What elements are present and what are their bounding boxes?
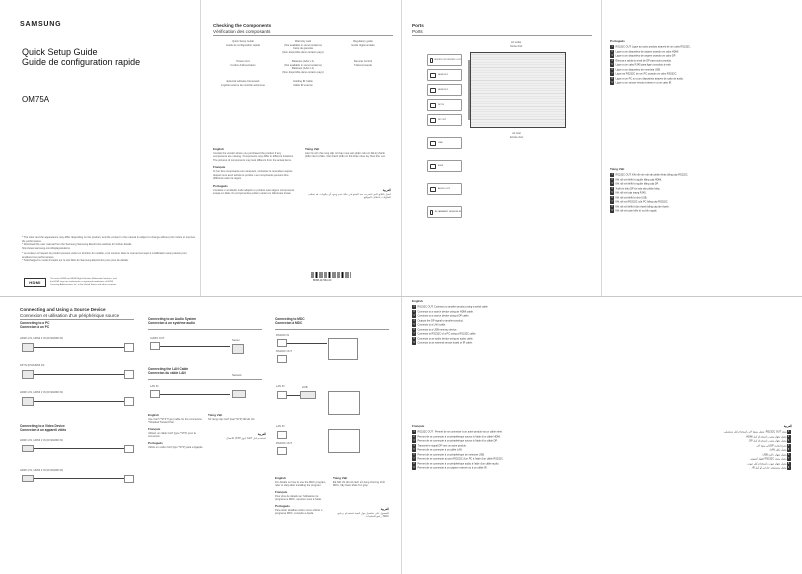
- component-item: Regulatory guide Guide réglementaire: [351, 40, 375, 47]
- port-audio-out: AUDIO OUT: [427, 183, 462, 195]
- component-item: External software framework Logiciel externe de contrôle autonome: [221, 80, 265, 87]
- lang-text: Utilize um cabo Cat7 (tipo *STP) para a ligação.: [148, 445, 204, 449]
- port-desc: 9 Connects to an external sensor board or IR cable.: [413, 341, 473, 345]
- model-name: OM75A: [22, 95, 50, 104]
- connect-panel: [0, 297, 401, 574]
- port-hdmi-in-1: HDMI IN 1: [427, 69, 462, 81]
- network-icon: [232, 390, 246, 398]
- port-desc: 8 Connects to an audio device using an audio cable.: [413, 336, 474, 341]
- port-desc: 4 Transmet le signal DP vers un autre produit.: [413, 443, 467, 448]
- lang-text: Utilisez un câble Cat7 (type *STP) pour la connexion.: [148, 431, 196, 439]
- port-desc: 4يخرج إشارة DP إلى منتج آخر.: [755, 443, 790, 448]
- monitor-port-icon: [124, 445, 134, 453]
- port-usb: USB: [427, 137, 462, 149]
- port-desc: 1 RS232C OUT: Ligue ao outro produto através de um cabo RS232C.: [611, 45, 691, 49]
- lang-label: Tiếng Việt: [333, 476, 348, 480]
- port-desc: 3 Permet de se connecter à un périphérique source à l'aide d'un câble DP.: [413, 439, 498, 443]
- port-hdmi-in-2: HDMI IN 2: [427, 84, 462, 96]
- serial-port-icon: [430, 58, 433, 63]
- dvi-cable: [34, 401, 124, 402]
- mdc-port-label: LAN IN: [276, 385, 285, 388]
- monitor-port-icon: [124, 370, 134, 379]
- port-desc: 8 Kết nối với thiết bị âm thanh bằng cáp âm thanh.: [611, 204, 670, 209]
- ports-title-en: Ports: [412, 23, 424, 28]
- port-desc: 6 Connects to a USB memory device.: [413, 327, 458, 332]
- port-desc: 5 Ligue a um cabo RJ45 para ligar o produto à rede.: [611, 63, 672, 67]
- connect-title-fr: Connexion et utilisation d'un périphérique source: [20, 313, 120, 318]
- monitor-port-icon: [124, 343, 134, 352]
- lan-port-icon: [430, 164, 436, 169]
- pc-icon: [22, 343, 34, 352]
- lang-label: Tiếng Việt: [208, 413, 223, 417]
- lang-text: For details on how to use the MDC program, refer to Help after installing the program.: [275, 480, 327, 488]
- ir-port-icon: [430, 210, 433, 215]
- section-rule: [275, 329, 389, 330]
- lang-label: Français: [412, 424, 425, 428]
- lan-title: Connecting the LAN Cable Connexion du câble LAN: [148, 367, 189, 375]
- lang-text: Use Cat7 (*STP Type) cable for the connection. *Shielded Twisted Pair: [148, 417, 203, 425]
- lang-text: Pour plus de détails sur l'utilisation du programme MDC, reportez-vous à l'aide.: [275, 494, 322, 502]
- pc-title: Connecting to a PC Connexion à un PC: [20, 321, 50, 329]
- lang-label: Français: [275, 489, 288, 494]
- serial-port-icon: [277, 447, 287, 455]
- port-desc: 5يتصل بكبل LAN.: [769, 448, 790, 452]
- components-notes-left: [213, 148, 295, 196]
- lang-text: Contacte o vendedor onde adquiriu o produto caso algum componente esteja em falta. Os componentes podem variar em diferentes locais.: [213, 188, 295, 196]
- port-dp-out: DP OUT: [427, 114, 462, 126]
- port-desc: 3 Kết nối với thiết bị nguồn bằng cáp DP.: [611, 182, 659, 186]
- hdmi-trademark-text: The terms HDMI and HDMI High-Definition Multimedia Interface, and the HDMI Logo are trademarks or registered trademarks of HDMI Licensing Administrator, Inc. in the United States and other countries.: [50, 278, 117, 286]
- port-ir-sensor: IR / AMBIENT SENSOR IN: [427, 206, 462, 218]
- air-inlet-label: Air inlet Entrée d'air: [510, 132, 524, 139]
- port-desc: 2 Kết nối với thiết bị nguồn bằng cáp HDMI.: [611, 177, 662, 182]
- port-strip: [468, 60, 470, 120]
- video-device-icon: [22, 475, 34, 482]
- port-desc: 9 Permet de se connecter à un capteur externe ou à un câble IR.: [413, 466, 488, 470]
- hdmi-port-icon: [430, 73, 436, 78]
- port-desc: 6 Permet de se connecter à un périphérique de mémoire USB.: [413, 452, 485, 457]
- lang-text: Contact the vendor where you purchased the product if any components are missing. Components may differ in different locations. The pictures of components may look different from the actual items.: [213, 151, 294, 162]
- lan-network-label: Network: [232, 374, 242, 377]
- port-desc: 7 Ligue ao RS232C de um PC usando um cabo RS232C.: [611, 72, 678, 76]
- ports-text-bottom-panel: [402, 297, 802, 574]
- hdmi-cable: [34, 448, 124, 449]
- lang-text: Để biết chi tiết về cách sử dụng chương trình MDC, hãy tham khảo Trợ giúp.: [333, 480, 386, 488]
- brand-logo: SAMSUNG: [20, 21, 62, 28]
- component-item: Holding IR Cable Câble IR externe: [293, 80, 313, 87]
- air-outlet-label: Air outlet Sortie d'air: [510, 41, 523, 48]
- barcode-icon: [311, 272, 351, 278]
- product-rear-view: [470, 52, 566, 128]
- lang-label: Français: [148, 426, 161, 431]
- component-item: Warranty card (Not available in some locations) Carte de garantie (Non disponible dans certains pays): [282, 40, 324, 54]
- port-desc: 6 Ligue a um dispositivo de memória USB.: [611, 67, 661, 72]
- port-desc: 8 Ligue a um PC ou a um dispositivo através de cabo de áudio.: [611, 76, 684, 81]
- audio-stereo-label: Stereo: [232, 339, 240, 342]
- pc-icon: [22, 370, 34, 379]
- port-desc: 2 Connects to a source device using an HDMI cable.: [413, 309, 474, 314]
- pin-table: [328, 338, 358, 360]
- mdc-port-label: RS232C OUT: [276, 350, 292, 353]
- lan-notes-right: [208, 414, 266, 441]
- hdmi-cable: [34, 478, 124, 479]
- dp-port-icon: [430, 103, 436, 108]
- cover-title-fr: Guide de configuration rapide: [22, 57, 141, 67]
- lan-cable: [160, 394, 230, 395]
- mdc-hub-label: HUB: [302, 386, 308, 389]
- port-desc: 9يتصل بمستشعر خارجي أو كبل IR.: [751, 466, 790, 470]
- lan-port-icon: [277, 431, 287, 439]
- component-item: Remote Control Télécommande: [353, 60, 373, 67]
- note: * La couleur et l'aspect du produit peuvent varier en fonction du modèle, et le contenu dans le manuel est sujet à modification sans préavis pour améliorer les performances.: [22, 252, 187, 259]
- usb-port-icon: [430, 141, 436, 146]
- port-desc: 1 RS232C OUT : Permet de se connecter à un autre produit via un câble série.: [413, 430, 503, 434]
- lang-label: العربية: [380, 506, 389, 511]
- mdc-port-label: RS232C IN: [276, 334, 290, 337]
- cover-notes: [22, 236, 198, 263]
- speaker-icon: [232, 344, 244, 354]
- pc-icon: [22, 397, 34, 406]
- hdmi-port-icon: [430, 88, 436, 93]
- barcode-code: BN68-11726A-00: [313, 279, 332, 282]
- section-rule: [148, 379, 262, 380]
- cable-label: HDMI 1 IN, HDMI 2 IN (DVI/HDMI IN): [20, 469, 64, 472]
- lan-port-icon: [150, 390, 160, 398]
- audio-port-icon: [430, 187, 436, 192]
- hdmi-logo: HDMI: [24, 278, 46, 287]
- port-desc: 9 Kết nối với cảm biến từ xa bên ngoài.: [611, 209, 658, 213]
- pin-table: [328, 429, 360, 453]
- pin-table: [328, 391, 360, 415]
- note: * The color and the appearance may differ depending on the product, and the content in the manual is subject to change without prior notice to improve the performance.: [22, 236, 196, 243]
- port-desc: 8 Permet de se connecter à un périphérique audio à l'aide d'un câble audio.: [413, 461, 500, 466]
- hdmi-cable: [34, 347, 124, 348]
- lang-label: العربية: [382, 187, 391, 192]
- ports-title-fr: Ports: [412, 29, 423, 34]
- lang-label: Tiếng Việt: [610, 167, 625, 171]
- lang-label: العربية: [257, 432, 266, 437]
- audio-cable: [160, 346, 230, 347]
- lang-label: Português: [275, 503, 290, 508]
- port-rj45: RJ45: [427, 160, 462, 172]
- section-rule: [20, 319, 134, 320]
- port-desc: 4 Efectua a saída do sinal de DP para outro produto.: [611, 58, 672, 63]
- port-desc: 8يتصل بجهاز صوت باستخدام كبل صوت.: [746, 461, 790, 466]
- ports-text-panel: [602, 0, 802, 296]
- note: http://www.samsung.com/displaysolutions: [22, 246, 70, 250]
- cable-label: HDMI 1 IN, HDMI 2 IN (DVI/HDMI IN): [20, 439, 64, 442]
- ports-list-vi: [610, 173, 796, 214]
- serial-port-icon: [277, 355, 287, 363]
- lang-label: Português: [213, 183, 228, 188]
- serial-port-icon: [277, 339, 287, 347]
- mdc-port-label: LAN IN: [276, 425, 285, 428]
- dp-port-icon: [430, 118, 436, 123]
- monitor-port-icon: [124, 475, 134, 483]
- mdc-title: Connecting to MDC Connexion à MDC: [275, 317, 305, 325]
- component-item: Quick Setup Guide Guide de configuration rapide: [225, 40, 261, 47]
- serial-cable: [287, 343, 327, 344]
- lang-label: Tiếng Việt: [305, 147, 320, 151]
- port-desc: 5 Permet de se connecter à un câble LAN.: [413, 448, 463, 452]
- port-desc: 7 Permet de se connecter au port RS232C d'un PC à l'aide d'un câble RS232C.: [413, 457, 504, 461]
- lang-text: Sử dụng cáp Cat7 (loại *STP) để kết nối.: [208, 417, 256, 421]
- component-item: Power cord Cordon d'alimentation: [230, 60, 256, 67]
- audio-port-label: AUDIO OUT: [150, 337, 165, 340]
- port-dp-in: DP IN: [427, 99, 462, 111]
- cover-title-en: Quick Setup Guide: [22, 47, 98, 57]
- components-grid: [213, 40, 393, 87]
- lang-label: Português: [610, 39, 625, 43]
- note: * Download the user manual from the Samsung Samsung Electronics website for further details.: [22, 243, 133, 246]
- mdc-notes-right: [333, 477, 389, 519]
- components-notes-right: [305, 148, 391, 200]
- port-desc: 5 Kết nối với cáp mạng RJ45.: [611, 191, 647, 195]
- lan-port-label: LAN IN: [150, 385, 159, 388]
- port-desc: 4 Outputs the DP signal to another product.: [413, 318, 464, 323]
- hub-icon: [300, 391, 316, 399]
- port-desc: 3 Ligue a um dispositivo de origem usando um cabo DP.: [611, 54, 676, 58]
- lang-text: Si l'un des composants est manquant, contactez le revendeur auprès duquel vous avez acheté le produit. Les composants peuvent être différents selon la région.: [213, 170, 293, 181]
- port-desc: 6 Kết nối với thiết bị nhớ USB.: [611, 195, 648, 200]
- audio-title: Connecting to an Audio System Connexion à un système audio: [148, 317, 197, 325]
- port-desc: 9 Ligue a um sensor remoto externo e a um cabo IR.: [611, 81, 672, 85]
- port-desc: 7يتصل بمنفذ RS232C لجهاز كمبيوتر.: [749, 457, 790, 461]
- cable-label: HDMI 1 IN, HDMI 2 IN (DVI/HDMI IN): [20, 337, 64, 340]
- port-desc: 3يتصل بجهاز مصدر باستخدام كبل DP.: [748, 439, 790, 443]
- port-desc: 6يتصل بجهاز ذاكرة USB.: [761, 452, 790, 457]
- lang-label: Français: [213, 165, 226, 170]
- port-desc: 1 RS232C OUT: Connects to another product using a serial cable.: [413, 305, 489, 309]
- note: * Téléchargez le mode d'emploi sur le site Web de Samsung Electronics pour plus de détails.: [22, 259, 129, 262]
- port-desc: 4 Xuất tín hiệu DP tới một sản phẩm khác.: [611, 186, 661, 191]
- lan-cable: [287, 395, 300, 396]
- lang-label: English: [213, 147, 224, 151]
- cable-label: DP IN (DVI/HDMI IN): [20, 364, 45, 367]
- port-desc: 2يتصل بجهاز مصدر باستخدام كبل HDMI.: [745, 434, 790, 439]
- cover-panel: [0, 0, 200, 296]
- mdc-notes-left: [275, 477, 329, 516]
- components-panel: [201, 0, 401, 296]
- port-rs232c: RS232C IN / RS232C OUT: [427, 54, 462, 66]
- dp-cable: [34, 374, 124, 375]
- components-title-en: Checking the Components: [213, 23, 272, 28]
- lan-notes-left: [148, 414, 204, 449]
- lang-text: Liên hệ với nhà cung cấp nơi bạn mua sản phẩm nếu có bất kỳ thành phần nào bị thiếu. Các thành phần có thể khác nhau tùy theo khu vực.: [305, 151, 386, 159]
- lang-text: اتصل بالبائع الذي اشتريت منه المنتج في حالة عدم وجود أي مكونات. قد تختلف المكونات باختلاف المواقع.: [308, 192, 391, 200]
- video-title: Connecting to a Video Device Connexion à un appareil vidéo: [20, 424, 67, 432]
- lan-port-icon: [277, 391, 287, 399]
- video-device-icon: [22, 445, 34, 452]
- port-desc: 1منفذ RS232C OUT: يتصل بمنتج آخر باستخدام كبل تسلسلي.: [723, 430, 790, 434]
- port-desc: 7 Connects to RS232C of a PC using a RS232C cable.: [413, 332, 477, 336]
- mdc-port-label: RS232C OUT: [276, 442, 292, 445]
- lang-label: العربية: [783, 424, 792, 428]
- lang-label: English: [275, 476, 286, 480]
- cable-label: HDMI 1 IN, HDMI 2 IN (DVI/HDMI IN): [20, 391, 64, 394]
- section-rule: [148, 329, 262, 330]
- port-desc: 3 Connects to a source device using a DP cable.: [413, 314, 470, 318]
- section-rule: [412, 35, 592, 36]
- lang-label: English: [412, 299, 423, 303]
- lang-label: English: [148, 413, 159, 417]
- lang-text: Para obter detalhes sobre como utilizar o programa MDC, consulte a Ajuda.: [275, 508, 323, 516]
- audio-port-icon: [150, 342, 160, 350]
- ports-list-pt: [610, 45, 796, 86]
- ports-list-fr: [412, 430, 598, 471]
- lang-text: استخدم كبل Cat7 (نوع STP) للاتصال.: [225, 437, 266, 441]
- components-title-fr: Vérification des composants: [213, 29, 271, 34]
- component-item: Batteries (AAA x 2) (Not available in some locations) Batteries (AAA x 2) (Non disponible dans certains pays): [282, 60, 324, 74]
- port-desc: 2 Permet de se connecter à un périphérique source à l'aide d'un câble HDMI.: [413, 434, 501, 439]
- ports-list-ar: [612, 430, 792, 471]
- port-desc: 1 RS232C OUT: Kết nối với một sản phẩm khác bằng cáp RS232C.: [611, 173, 689, 177]
- port-desc: 2 Ligue a um dispositivo de origem usando um cabo HDMI.: [611, 49, 680, 54]
- port-desc: 7 Kết nối với RS232C của PC bằng cáp RS232C.: [611, 200, 669, 204]
- lang-text: للحصول على تفاصيل حول كيفية استخدام برنامج MDC، راجع التعليمات.: [337, 511, 389, 519]
- connect-title-en: Connecting and Using a Source Device: [20, 307, 106, 312]
- section-rule: [213, 35, 393, 36]
- monitor-port-icon: [124, 397, 134, 406]
- lang-label: Português: [148, 440, 163, 445]
- port-desc: 5 Connects to a LAN cable.: [413, 323, 446, 327]
- ports-list-en: [412, 305, 598, 346]
